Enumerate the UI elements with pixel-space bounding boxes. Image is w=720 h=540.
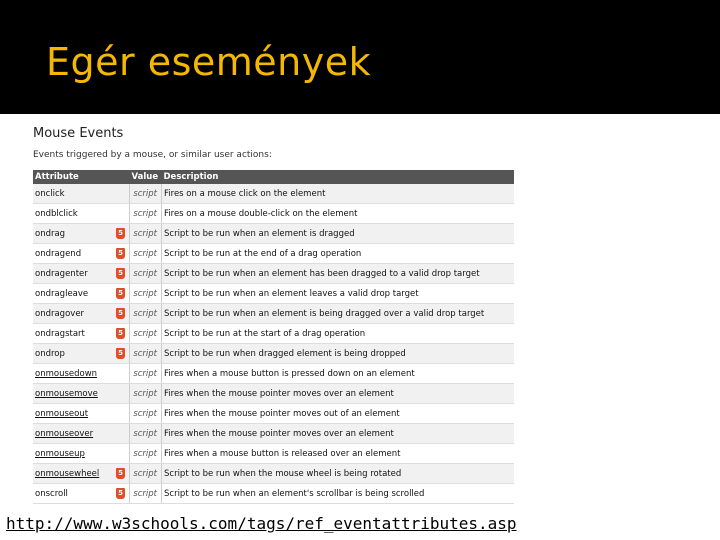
description-cell: Fires when the mouse pointer moves over an element — [162, 424, 515, 444]
reference-link[interactable]: http://www.w3schools.com/tags/ref_eventattributes.asp — [6, 514, 517, 533]
value-cell: script — [130, 484, 162, 504]
attribute-cell — [33, 304, 130, 324]
value-cell: script — [130, 264, 162, 284]
column-header-value: Value — [130, 170, 162, 184]
table-row — [33, 484, 514, 504]
html5-icon — [116, 288, 125, 299]
attribute-name: ondragstart — [35, 328, 85, 339]
table-row — [33, 224, 514, 244]
attribute-cell — [33, 284, 130, 304]
attribute-name: ondragover — [35, 308, 85, 319]
attribute-name: onclick — [35, 188, 65, 199]
attribute-name: onmouseout — [35, 408, 89, 419]
attribute-cell — [33, 244, 130, 264]
section-title: Mouse Events — [33, 126, 124, 141]
value-cell: script — [130, 284, 162, 304]
html5-icon — [116, 468, 125, 479]
attribute-name: ondragenter — [35, 268, 88, 279]
events-table — [33, 170, 514, 504]
attribute-name: onmousewheel — [35, 468, 100, 479]
description-cell: Fires when a mouse button is released over an element — [162, 444, 515, 464]
attribute-cell[interactable] — [33, 424, 130, 444]
attribute-name: onmouseover — [35, 428, 94, 439]
reference-screenshot — [30, 122, 516, 499]
value-cell: script — [130, 344, 162, 364]
table-row — [33, 264, 514, 284]
table-row — [33, 324, 514, 344]
attribute-cell — [33, 184, 130, 204]
description-cell: Script to be run when an element has been dragged to a valid drop target — [162, 264, 515, 284]
value-cell: script — [130, 424, 162, 444]
attribute-name: ondragleave — [35, 288, 89, 299]
attribute-name: onmouseup — [35, 448, 85, 459]
value-cell: script — [130, 324, 162, 344]
attribute-name: ondblclick — [35, 208, 78, 219]
table-row — [33, 464, 514, 484]
table-row — [33, 304, 514, 324]
attribute-cell — [33, 204, 130, 224]
table-row — [33, 204, 514, 224]
table-row — [33, 444, 514, 464]
table-row — [33, 344, 514, 364]
attribute-cell — [33, 484, 130, 504]
value-cell: script — [130, 204, 162, 224]
html5-icon — [116, 268, 125, 279]
description-cell: Script to be run when an element is dragged — [162, 224, 515, 244]
html5-icon — [116, 328, 125, 339]
attribute-cell[interactable] — [33, 464, 130, 484]
description-cell: Script to be run when dragged element is being dropped — [162, 344, 515, 364]
html5-icon — [116, 248, 125, 259]
attribute-cell[interactable] — [33, 384, 130, 404]
description-cell: Fires on a mouse double-click on the element — [162, 204, 515, 224]
table-row — [33, 424, 514, 444]
slide-header — [0, 0, 720, 114]
attribute-cell[interactable] — [33, 444, 130, 464]
table-row — [33, 384, 514, 404]
description-cell: Fires when a mouse button is pressed down on an element — [162, 364, 515, 384]
description-cell: Script to be run when an element leaves a valid drop target — [162, 284, 515, 304]
table-row — [33, 364, 514, 384]
value-cell: script — [130, 384, 162, 404]
table-row — [33, 404, 514, 424]
value-cell: script — [130, 244, 162, 264]
attribute-name: ondrop — [35, 348, 65, 359]
table-header-row — [33, 170, 514, 184]
attribute-cell — [33, 224, 130, 244]
value-cell: script — [130, 184, 162, 204]
html5-icon — [116, 308, 125, 319]
value-cell: script — [130, 464, 162, 484]
description-cell: Script to be run at the end of a drag operation — [162, 244, 515, 264]
attribute-cell — [33, 324, 130, 344]
attribute-cell — [33, 264, 130, 284]
description-cell: Fires when the mouse pointer moves over an element — [162, 384, 515, 404]
description-cell: Fires when the mouse pointer moves out of an element — [162, 404, 515, 424]
column-header-description: Description — [162, 170, 515, 184]
slide-title: Egér események — [46, 40, 372, 84]
attribute-cell[interactable] — [33, 404, 130, 424]
attribute-name: onscroll — [35, 488, 68, 499]
value-cell: script — [130, 364, 162, 384]
description-cell: Fires on a mouse click on the element — [162, 184, 515, 204]
value-cell: script — [130, 404, 162, 424]
description-cell: Script to be run at the start of a drag operation — [162, 324, 515, 344]
attribute-cell[interactable] — [33, 364, 130, 384]
attribute-name: onmousemove — [35, 388, 98, 399]
value-cell: script — [130, 444, 162, 464]
html5-icon — [116, 228, 125, 239]
table-row — [33, 244, 514, 264]
attribute-cell — [33, 344, 130, 364]
html5-icon — [116, 348, 125, 359]
description-cell: Script to be run when an element is being dragged over a valid drop target — [162, 304, 515, 324]
html5-icon — [116, 488, 125, 499]
attribute-name: ondragend — [35, 248, 82, 259]
attribute-name: ondrag — [35, 228, 66, 239]
section-subtitle: Events triggered by a mouse, or similar user actions: — [33, 150, 272, 160]
value-cell: script — [130, 224, 162, 244]
attribute-name: onmousedown — [35, 368, 98, 379]
table-row — [33, 284, 514, 304]
column-header-attribute: Attribute — [33, 170, 130, 184]
table-body — [33, 184, 514, 504]
table-row — [33, 184, 514, 204]
description-cell: Script to be run when an element's scrollbar is being scrolled — [162, 484, 515, 504]
value-cell: script — [130, 304, 162, 324]
description-cell: Script to be run when the mouse wheel is being rotated — [162, 464, 515, 484]
